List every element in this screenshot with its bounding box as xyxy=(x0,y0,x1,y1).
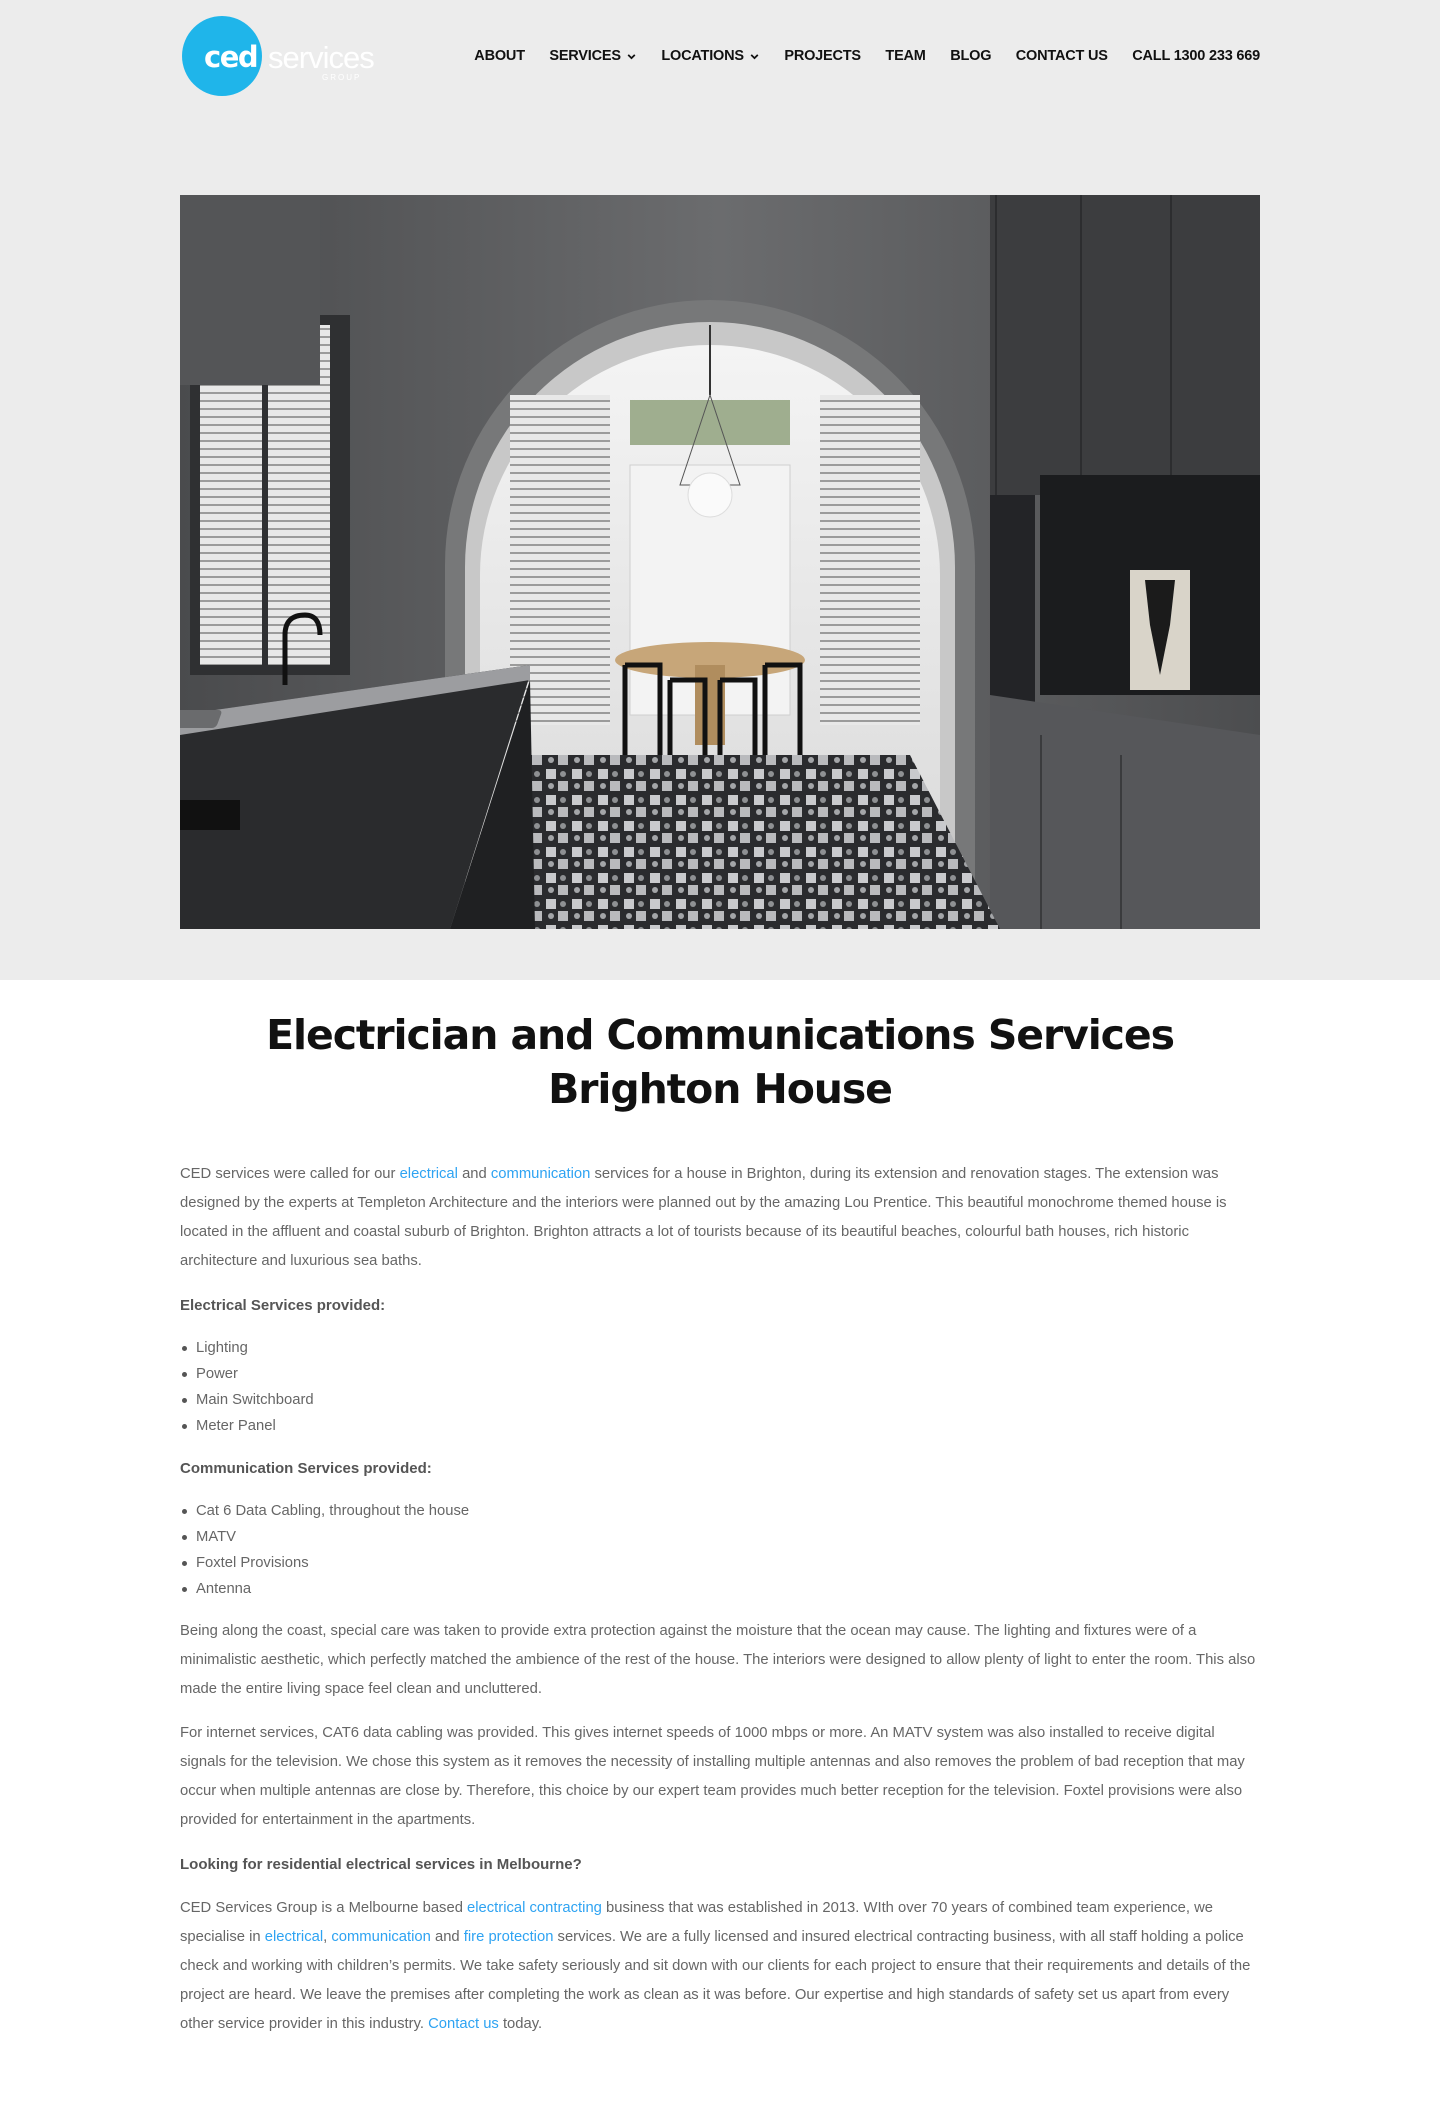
electrical-link-2[interactable]: electrical xyxy=(264,1929,324,1945)
list-item: Main Switchboard xyxy=(180,1387,1260,1413)
nav-services-label: SERVICES xyxy=(549,48,621,64)
list-item: Cat 6 Data Cabling, throughout the house xyxy=(180,1498,1260,1524)
nav-locations-label: LOCATIONS xyxy=(661,48,744,64)
electrical-services-list xyxy=(180,1335,1260,1439)
communication-link-2[interactable]: communication xyxy=(331,1929,431,1945)
communication-link[interactable]: communication xyxy=(490,1166,591,1182)
nav-locations[interactable] xyxy=(661,48,760,64)
looking-heading: Looking for residential electrical services in Melbourne? xyxy=(180,1856,582,1873)
logo-group-text: GROUP xyxy=(322,73,362,82)
nav-projects-label: PROJECTS xyxy=(784,48,861,64)
nav-projects[interactable] xyxy=(784,48,861,64)
list-item: MATV xyxy=(180,1524,1260,1550)
list-item: Power xyxy=(180,1361,1260,1387)
main-content xyxy=(180,980,1260,2039)
nav-contact-label: CONTACT US xyxy=(1015,48,1108,64)
main-nav xyxy=(474,48,1260,64)
closing-text-4: and xyxy=(430,1929,464,1945)
nav-call-label: CALL 1300 233 669 xyxy=(1132,48,1260,64)
chevron-down-icon xyxy=(626,51,637,62)
hero-image xyxy=(180,195,1260,929)
intro-text-3: services for a house in Brighton, during its extension and renovation stages. The extension was designed by the experts at Templeton Architecture and the interiors were planned out by the amazing Lou Prentice. This beautiful monochrome themed house is located in the affluent and coastal suburb of Brighton. Brighton attracts a lot of tourists because of its beautiful beaches, colourful bath houses, rich historic architecture and luxurious sea baths. xyxy=(180,1166,1227,1269)
closing-text-5: services. We are a fully licensed and insured electrical contracting business, with all staff holding a police check and working with children’s permits. We take safety seriously and sit down with our clients for each project to ensure that their requirements and details of the project are heard. We leave the premises after completing the work as clean as it was before. Our expertise and high standards of safety set us apart from every other service provider in this industry. xyxy=(180,1929,1251,2032)
fire-protection-link[interactable]: fire protection xyxy=(463,1929,554,1945)
nav-about-label: ABOUT xyxy=(474,48,525,64)
logo-services-text: services xyxy=(268,40,374,75)
electrical-services-heading: Electrical Services provided: xyxy=(180,1297,386,1314)
intro-text-1: CED services were called for our xyxy=(180,1166,400,1182)
communication-services-heading: Communication Services provided: xyxy=(180,1460,432,1477)
electrical-contracting-link[interactable]: electrical contracting xyxy=(467,1900,602,1916)
site-header xyxy=(180,0,1260,116)
internet-paragraph: For internet services, CAT6 data cabling was provided. This gives internet speeds of 1000 mbps or more. An MATV system was also installed to receive digital signals for the television. We chose this system as it removes the necessity of installing multiple antennas and also removes the problem of bad reception that may occur when multiple antennas are close by. Therefore, this choice by our expert team provides much better reception for the television. Foxtel provisions were also provided for entertainment in the apartments. xyxy=(180,1725,1245,1828)
intro-text-2: and xyxy=(457,1166,491,1182)
list-item: Antenna xyxy=(180,1576,1260,1602)
kitchen-arch-photo xyxy=(180,195,1260,929)
nav-blog[interactable] xyxy=(950,48,991,64)
closing-text-3: , xyxy=(323,1929,332,1945)
nav-team[interactable] xyxy=(885,48,925,64)
logo-ced-text: ced xyxy=(204,40,258,74)
nav-services[interactable] xyxy=(549,48,636,64)
nav-call[interactable] xyxy=(1132,48,1260,64)
electrical-link[interactable]: electrical xyxy=(399,1166,458,1182)
header-band xyxy=(0,0,1440,980)
list-item: Lighting xyxy=(180,1335,1260,1361)
closing-text-2: business that was established in 2013. WIth over 70 years of combined team experience, we specialise in xyxy=(180,1900,1214,1945)
coast-paragraph: Being along the coast, special care was taken to provide extra protection against the moisture that the ocean may cause. The lighting and fixtures were of a minimalistic aesthetic, which perfectly matched the ambience of the rest of the house. The interiors were designed to allow plenty of light to enter the room. This also made the entire living space feel clean and uncluttered. xyxy=(180,1623,1256,1697)
nav-blog-label: BLOG xyxy=(950,48,992,64)
list-item: Foxtel Provisions xyxy=(180,1550,1260,1576)
contact-us-link[interactable]: Contact us xyxy=(428,2016,499,2032)
nav-about[interactable] xyxy=(474,48,525,64)
closing-text-6: today. xyxy=(498,2016,543,2032)
intro-paragraph xyxy=(180,1160,1260,1276)
page-title: Electrician and Communications Services Brighton House xyxy=(266,1011,1174,1113)
list-item: Meter Panel xyxy=(180,1413,1260,1439)
communication-services-list xyxy=(180,1498,1260,1602)
site-logo[interactable] xyxy=(182,16,392,100)
chevron-down-icon xyxy=(749,51,760,62)
nav-contact[interactable] xyxy=(1016,48,1108,64)
closing-text-1: CED Services Group is a Melbourne based xyxy=(180,1900,468,1916)
closing-paragraph xyxy=(180,1894,1260,2039)
nav-team-label: TEAM xyxy=(885,48,926,64)
